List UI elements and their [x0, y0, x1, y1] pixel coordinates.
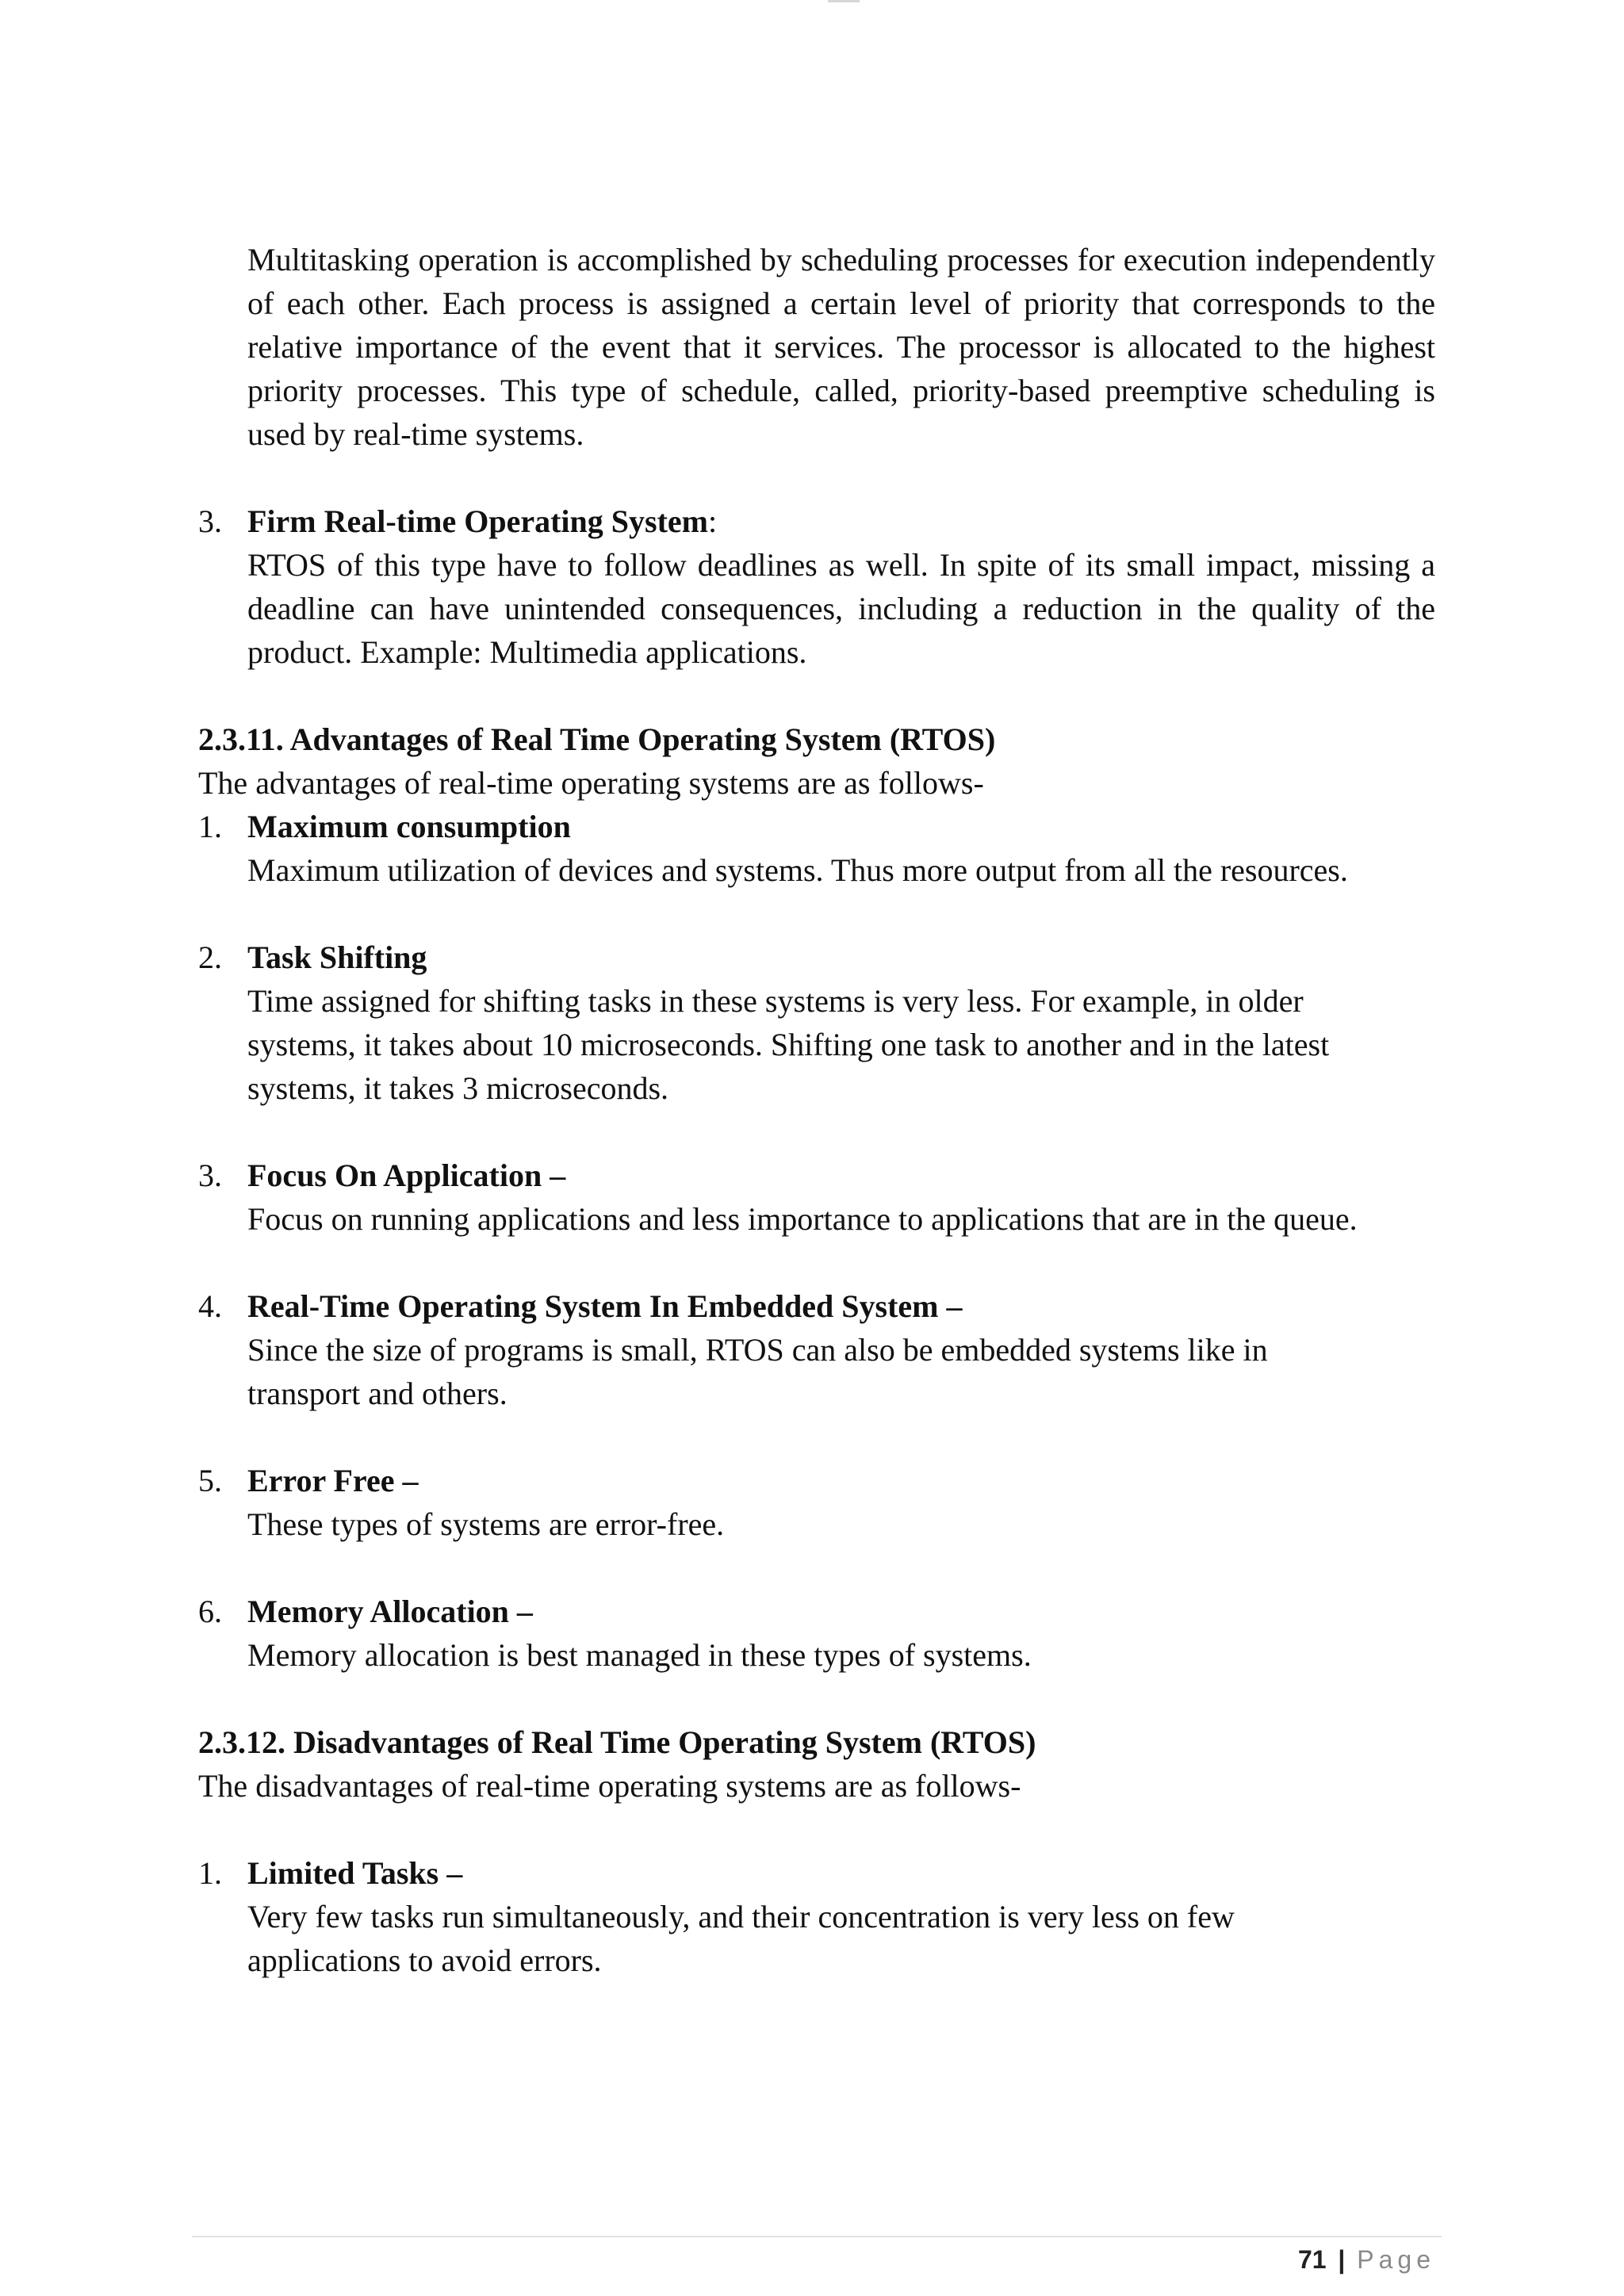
- page-content: [198, 238, 1435, 1982]
- item-body: RTOS of this type have to follow deadlines as well. In spite of its small impact, missing a deadline can have unintended consequences, including a reduction in the quality of the product. Example: Multimedia applications.: [247, 547, 1435, 670]
- item-body: Very few tasks run simultaneously, and their concentration is very less on few applications to avoid errors.: [247, 1899, 1235, 1978]
- list-item: [198, 1459, 1435, 1546]
- item-body: Focus on running applications and less importance to applications that are in the queue.: [247, 1201, 1358, 1237]
- list-number: 4.: [198, 1288, 222, 1324]
- intro-paragraph: Multitasking operation is accomplished by scheduling processes for execution independently of each other. Each process is assigned a certain level of priority that corresponds to the relative importance of the event that it services. The processor is allocated to the highest priority processes. This type of schedule, called, priority-based preemptive scheduling is used by real-time systems.: [247, 242, 1435, 452]
- item-heading: Task Shifting: [247, 939, 427, 975]
- item-heading: Memory Allocation –: [247, 1594, 533, 1629]
- item-heading: Limited Tasks –: [247, 1855, 463, 1891]
- page-number: 71: [1297, 2245, 1327, 2274]
- firm-rtos-item: [198, 499, 1435, 674]
- list-item: [198, 1590, 1435, 1677]
- disadvantages-section-title: 2.3.12. Disadvantages of Real Time Operating System (RTOS): [198, 1724, 1036, 1760]
- item-heading: Maximum consumption: [247, 809, 571, 844]
- advantages-intro: The advantages of real-time operating systems are as follows-: [198, 765, 984, 801]
- list-number: 3.: [198, 503, 222, 539]
- item-body: These types of systems are error-free.: [247, 1506, 725, 1542]
- list-item: [198, 1154, 1435, 1241]
- disadvantages-intro: The disadvantages of real-time operating systems are as follows-: [198, 1768, 1021, 1804]
- list-number: 6.: [198, 1594, 222, 1629]
- footer-separator: |: [1338, 2245, 1346, 2274]
- item-body: Memory allocation is best managed in these types of systems.: [247, 1637, 1032, 1673]
- top-edge-mark: [828, 0, 860, 2]
- heading-suffix: :: [707, 503, 718, 539]
- page-label: Page: [1357, 2245, 1435, 2274]
- list-number: 5.: [198, 1463, 222, 1498]
- list-number: 1.: [198, 1855, 222, 1891]
- page-footer: [1298, 2244, 1435, 2275]
- list-number: 3.: [198, 1158, 222, 1193]
- item-body: Since the size of programs is small, RTOS can also be embedded systems like in transport and others.: [247, 1332, 1268, 1411]
- list-number: 1.: [198, 809, 222, 844]
- advantages-section-title: 2.3.11. Advantages of Real Time Operating System (RTOS): [198, 721, 996, 757]
- item-heading: Focus On Application –: [247, 1158, 566, 1193]
- item-heading: Error Free –: [247, 1463, 419, 1498]
- item-heading: Real-Time Operating System In Embedded System –: [247, 1288, 963, 1324]
- list-number: 2.: [198, 939, 222, 975]
- list-item: [198, 1284, 1435, 1415]
- list-item: [198, 936, 1435, 1110]
- list-item: [198, 805, 1435, 892]
- list-item: [198, 1851, 1435, 1982]
- item-body: Maximum utilization of devices and systems. Thus more output from all the resources.: [247, 852, 1348, 888]
- item-body: Time assigned for shifting tasks in these systems is very less. For example, in older systems, it takes about 10 microseconds. Shifting one task to another and in the latest systems, it takes 3 microseconds.: [247, 983, 1330, 1106]
- footer-divider: [192, 2236, 1442, 2237]
- item-heading: Firm Real-time Operating System: [247, 503, 708, 539]
